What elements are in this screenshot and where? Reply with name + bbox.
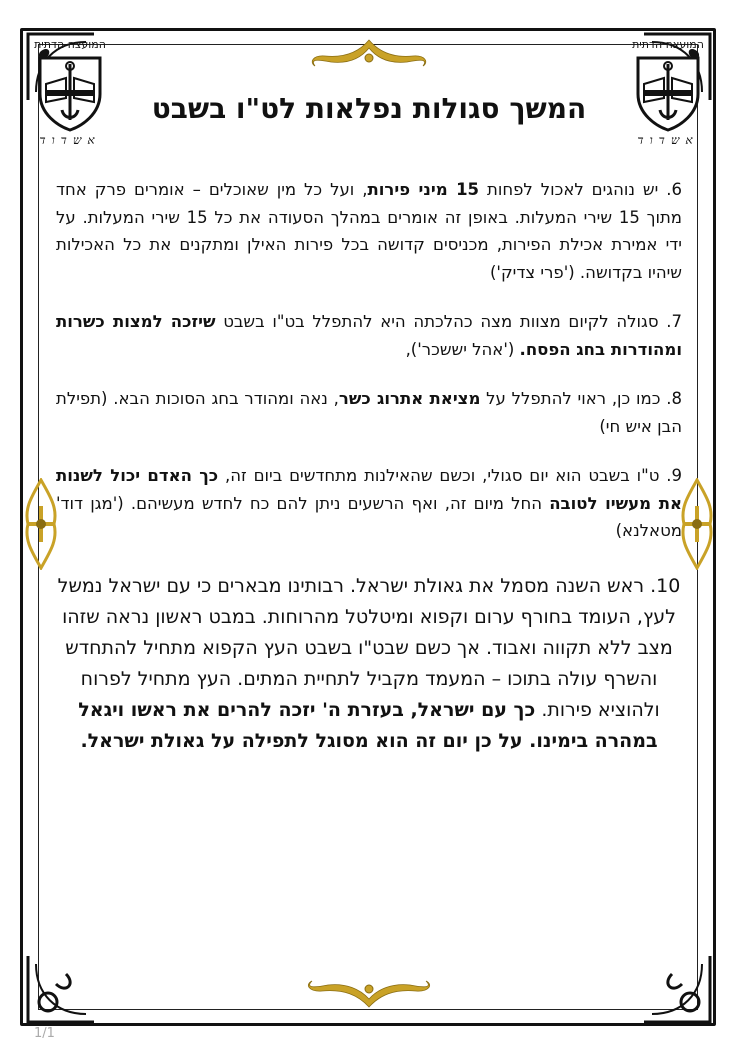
- paragraph-9: [56, 462, 682, 545]
- paragraph-8: [56, 385, 682, 440]
- text-segment: 7. סגולה לקיום מצוות מצה כהלכתה היא להתפלל בט"ו בשבט: [215, 312, 682, 331]
- logo-top-text: המועצה הדתית: [34, 38, 106, 51]
- council-logo-left: [22, 38, 118, 150]
- paragraph-6: [56, 176, 682, 286]
- text-segment: , נאה ומהודר בחג הסוכות הבא. (תפילת הבן איש חי): [56, 389, 682, 436]
- page-counter: 1/1: [34, 1026, 55, 1041]
- text-segment: 6. יש נוהגים לאכול לפחות: [479, 180, 682, 199]
- logo-bottom-text: אשדוד: [637, 133, 699, 147]
- bold-text-segment: מציאת אתרוג כשר: [338, 389, 481, 408]
- gold-ornament-top: [305, 34, 433, 72]
- text-segment: 10. ראש השנה מסמל את גאולת ישראל. רבותינו מבארים כי עם ישראל נמשל לעץ, העומד בחורף ערום וקפוא ומיטלטל מהרוחות. במבט ראשון נראה שזהו מצב ללא תקווה ואבוד. אך כשם שבט"ו בשבט העץ הקפוא מתחיל להתחדש והשרף עולה בתוכו – המעמד מקביל לתחיית המתים. העץ מתחיל לפרוח ולהוציא פירות.: [57, 574, 681, 721]
- paragraph-10: [56, 571, 682, 757]
- corner-flourish-bottom-right: [642, 954, 712, 1024]
- text-segment: ('אהל יששכר'),: [405, 339, 520, 359]
- shield-icon: [634, 54, 702, 132]
- paragraph-7: [56, 308, 682, 363]
- text-segment: , ועל כל מין שאוכלים – אומרים פרק אחד מתוך 15 שירי המעלות. באופן זה אומרים במהלך הסעודה את כל 15 שירי המעלות. על ידי אמירת אכילת הפירות, מכניסים קדושה בכל פירות האילן ומתקנים את כל האכילות שיהיו בקדושה. ('פרי צדיק'): [56, 180, 682, 282]
- bold-text-segment: שיזכה למצות כשרות ומהודרות בחג הפסח.: [56, 312, 682, 359]
- council-logo-right: [620, 38, 716, 150]
- gold-ornament-bottom: [300, 975, 438, 1015]
- page-title: המשך סגולות נפלאות לט"ו בשבט: [151, 92, 587, 125]
- corner-flourish-bottom-left: [26, 954, 96, 1024]
- bold-text-segment: כך עם ישראל, בעזרת ה' יזכה להרים את ראשו ויגאל במהרה בימינו. על כן יום זה הוא מסוגל לתפילה על גאולת ישראל.: [78, 698, 658, 752]
- bold-text-segment: כך האדם יכול לשנות את מעשיו לטובה: [56, 466, 682, 513]
- bold-text-segment: 15 מיני פירות: [367, 180, 480, 199]
- text-segment: 9. ט"ו בשבט הוא יום סגולי, וכשם שהאילנות מתחדשים ביום זה,: [218, 466, 683, 485]
- text-segment: החל מיום זה, ואף הרשעים ניתן להם כח לחדש מעשיהם. ('מגן דוד' מטאלנא): [56, 493, 682, 540]
- document-body: [56, 176, 682, 779]
- logo-top-text: המועצה הדתית: [632, 38, 704, 51]
- text-segment: 8. כמו כן, ראוי להתפלל על: [480, 389, 683, 408]
- shield-icon: [36, 54, 104, 132]
- logo-bottom-text: אשדוד: [39, 133, 101, 147]
